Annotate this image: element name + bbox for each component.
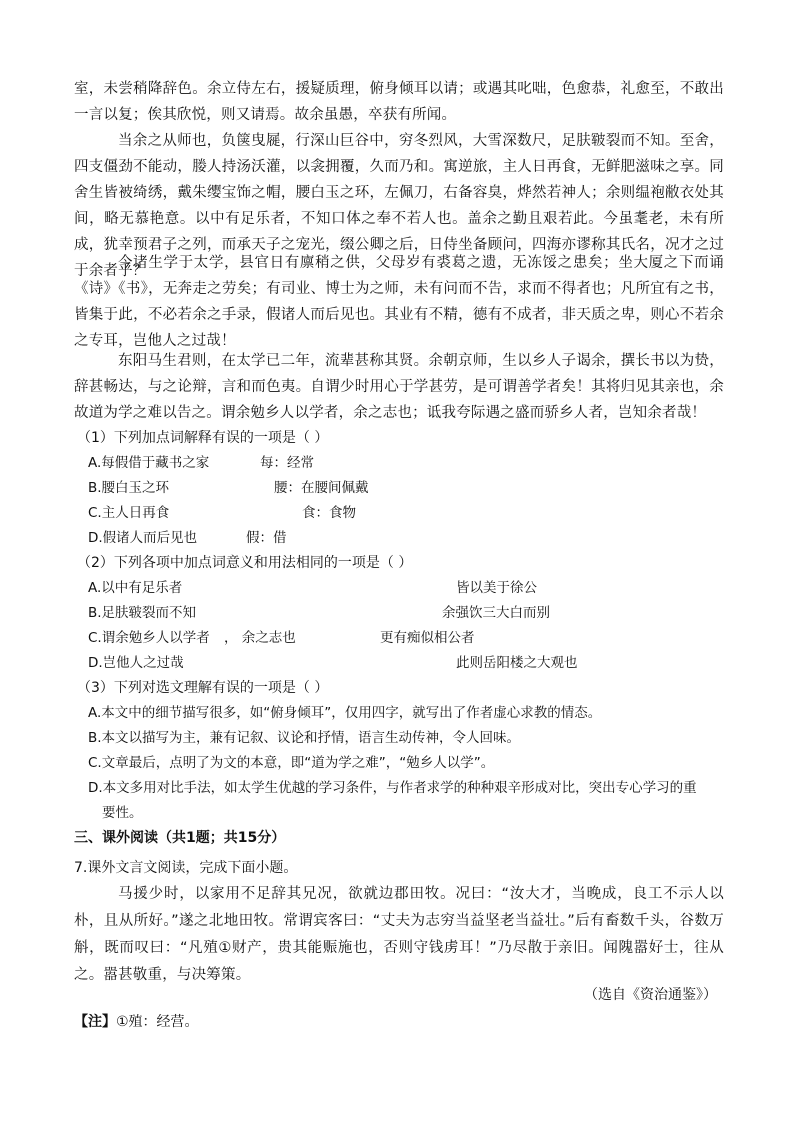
q1-option-a: A.每假借于藏书之家 <box>88 455 210 471</box>
section-3-passage: 马援少时，以家用不足辞其兄况，欲就边郡田牧。况曰：“汝大才，当晚成，良工不示人以朴，且从所好。”遂之北地田牧。常谓宾客曰：“丈夫为志穷当益坚老当益壮。”后有畜数千头，谷数万斛，既而叹曰：“凡殖①财产，贵其能赈施也，否则守钱虏耳！”乃尽散于亲旧。闻隗嚣好士，往从之。嚣甚敬重，与决筹策。 <box>74 886 724 983</box>
q2-option-d-compare: 此则岳阳楼之大观也 <box>456 655 578 671</box>
passage-paragraph-4: 东阳马生君则，在太学已二年，流辈甚称其贤。余朝京师，生以乡人子谒余，撰长书以为贽，辞甚畅达，与之论辩，言和而色夷。自谓少时用心于学甚劳，是可谓善学者矣！其将归见其亲也，余故道为学之难以告之。谓余勉乡人以学者，余之志也；诋我夸际遇之盛而骄乡人者，岂知余者哉！ <box>74 353 724 421</box>
q2-option-a-compare: 皆以美于徐公 <box>456 580 537 596</box>
section-3-heading: 三、课外阅读（共1题；共15分） <box>74 830 286 846</box>
q3-option-d-line2: 要性。 <box>102 805 143 821</box>
q1-option-d: D.假诸人而后见也 <box>88 530 198 546</box>
q1-option-b: B.腰白玉之环 <box>88 480 170 496</box>
section-3-note <box>74 1010 199 1034</box>
question-2-stem: （2）下列各项中加点词意义和用法相同的一项是（ ） <box>77 555 413 571</box>
section-3-item: 7.课外文言文阅读，完成下面小题。 <box>74 860 298 876</box>
q1-option-d-gloss: 假：借 <box>246 530 287 546</box>
q1-option-a-gloss: 每：经常 <box>260 455 314 471</box>
q2-option-b: B.足肤皲裂而不知 <box>88 605 197 621</box>
passage-paragraph-1: 室，未尝稍降辞色。余立侍左右，援疑质理，俯身倾耳以请；或遇其叱咄，色愈恭，礼愈至，不敢出一言以复；俟其欣悦，则又请焉。故余虽愚，卒获有所闻。 <box>74 81 724 123</box>
q3-option-a: A.本文中的细节描写很多，如“俯身倾耳”，仅用四字，就写出了作者虚心求教的情态。 <box>88 705 602 721</box>
note-label: 【注】 <box>74 1014 116 1030</box>
q3-option-c: C.文章最后，点明了为文的本意，即“道为学之难”，“勉乡人以学”。 <box>88 755 495 771</box>
q1-option-c-gloss: 食：食物 <box>302 505 356 521</box>
q2-option-d: D.岂他人之过哉 <box>88 655 184 671</box>
passage-paragraph-3: 今诸生学于太学，县官日有廪稍之供，父母岁有裘葛之遗，无冻馁之患矣；坐大厦之下而诵《诗》《书》，无奔走之劳矣；有司业、博士为之师，未有问而不告，求而不得者也；凡所宜有之书，皆集于此，不必若余之手录，假诸人而后见也。其业有不精，德有不成者，非天质之卑，则心不若余之专耳，岂他人之过哉！ <box>74 255 724 349</box>
q2-option-c: C.谓余勉乡人以学者 <box>88 630 210 646</box>
q1-option-c: C.主人日再食 <box>88 505 170 521</box>
note-text: ①殖：经营。 <box>116 1014 199 1030</box>
q3-option-d-line1: D.本文多用对比手法，如太学生优越的学习条件，与作者求学的种种艰辛形成对比，突出专心学习的重 <box>88 780 697 796</box>
question-1-stem: （1）下列加点词解释有误的一项是（ ） <box>77 430 329 446</box>
section-3-source: （选自《资治通鉴》） <box>584 987 717 1003</box>
q2-option-a: A.以中有足乐者 <box>88 580 183 596</box>
question-3-stem: （3）下列对选文理解有误的一项是（ ） <box>77 680 329 696</box>
q2-option-c-compare: 更有痴似相公者 <box>380 630 475 646</box>
q3-option-b: B.本文以描写为主，兼有记叙、议论和抒情，语言生动传神，令人回味。 <box>88 730 521 746</box>
q2-option-b-compare: 余强饮三大白而别 <box>442 605 550 621</box>
q2-option-c-middle: ， 余之志也 <box>224 630 296 646</box>
q1-option-b-gloss: 腰：在腰间佩戴 <box>274 480 369 496</box>
passage-paragraph-2: 当余之从师也，负箧曳屣，行深山巨谷中，穷冬烈风，大雪深数尺，足肤皲裂而不知。至舍，四支僵劲不能动，媵人持汤沃灌，以衾拥覆，久而乃和。寓逆旅，主人日再食，无鲜肥滋味之享。同舍生皆被绮绣，戴朱缨宝饰之帽，腰白玉之环，左佩刀，右备容臭，烨然若神人；余则缊袍敝衣处其间，略无慕艳意。以中有足乐者，不知口体之奉不若人也。盖余之勤且艰若此。今虽耄老，未有所成，犹幸预君子之列，而承天子之宠光，缀公卿之后，日侍坐备顾问，四海亦谬称其氏名，况才之过于余者乎？ <box>74 133 724 279</box>
